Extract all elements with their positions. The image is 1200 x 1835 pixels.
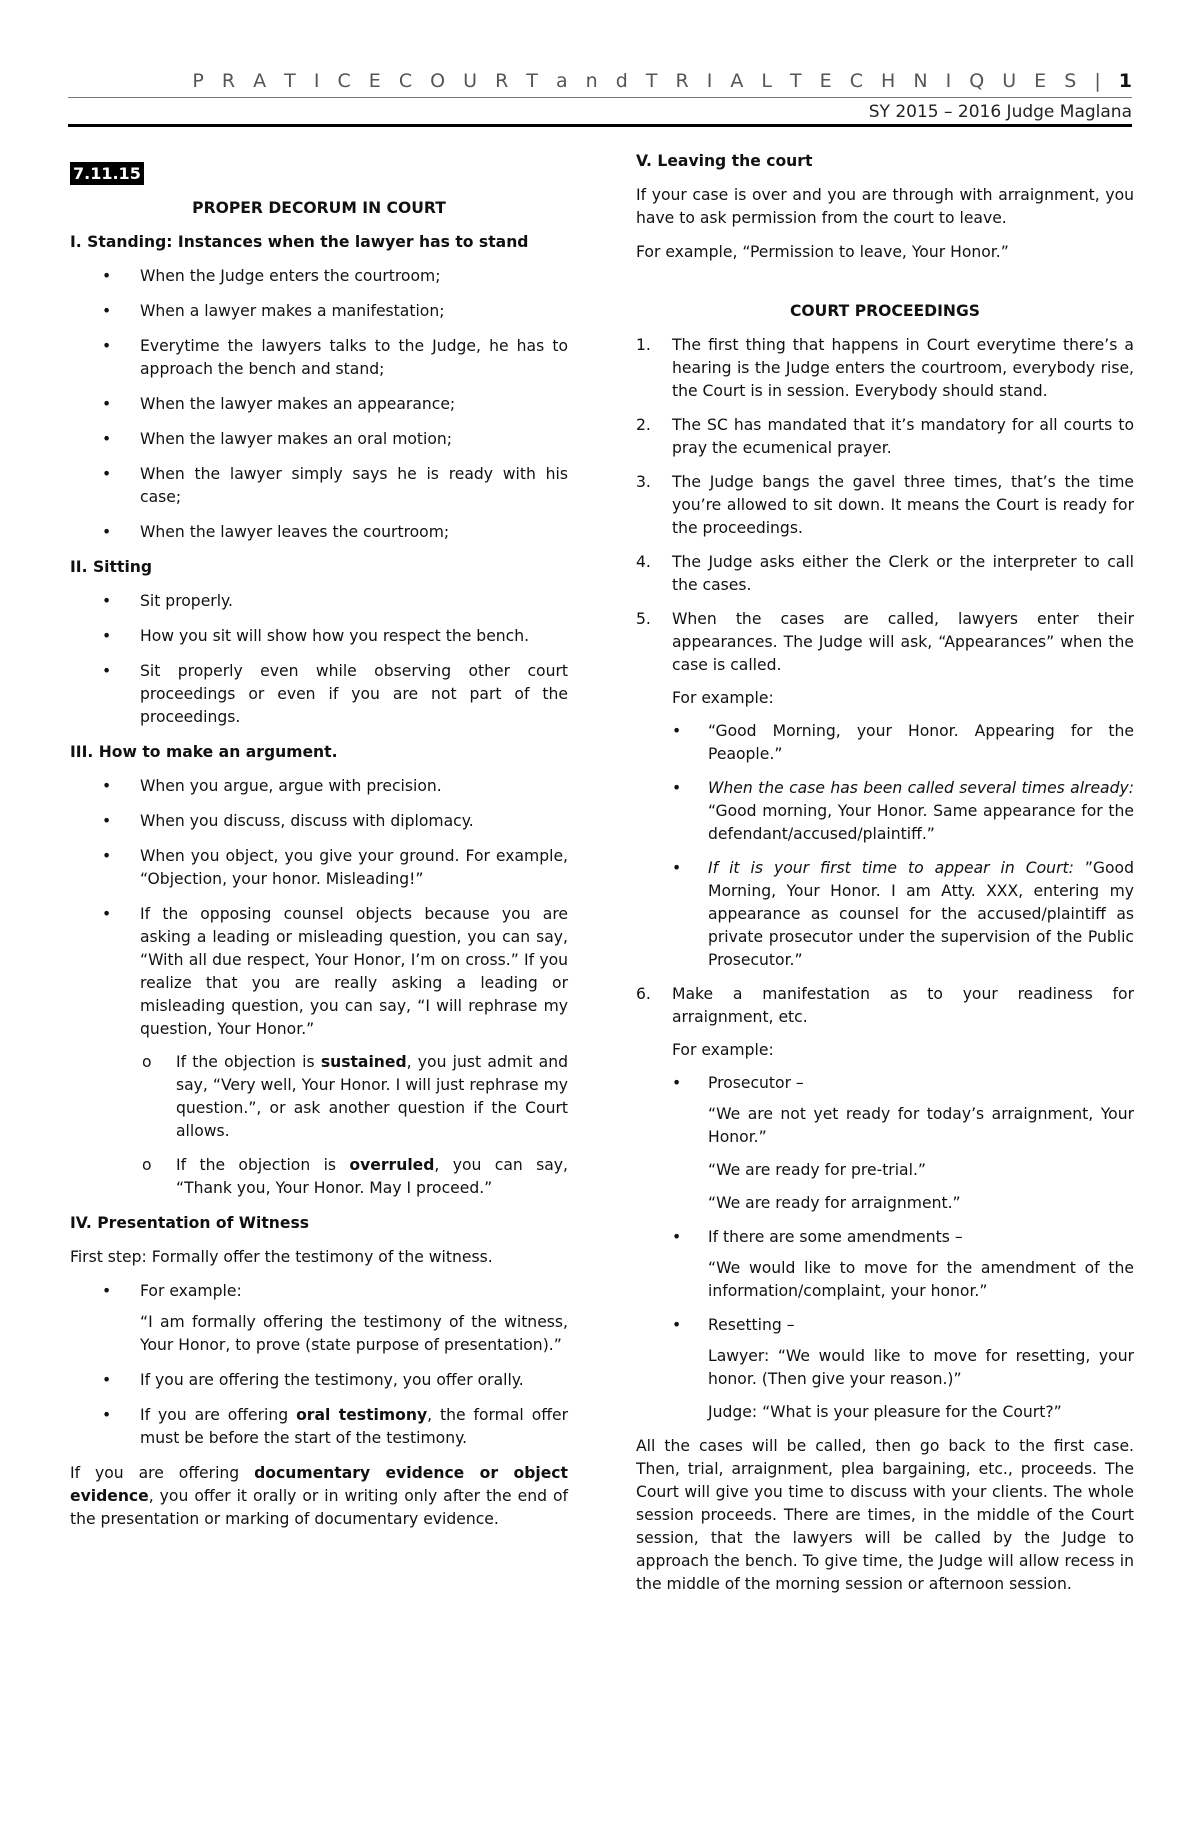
header-subtitle: SY 2015 – 2016 Judge Maglana — [868, 102, 1132, 122]
header-divider — [68, 97, 1132, 98]
example-label: For example: — [672, 689, 774, 707]
proceedings-list — [636, 334, 1134, 1424]
objection-sublist — [140, 1051, 568, 1200]
sub-list-item-sustained: o If the objection is sustained, you just admit and say, “Very well, Your Honor. I will just rephrase my question.”, or ask another question if the Court allows. — [142, 1051, 568, 1143]
heading-argument: III. How to make an argument. — [70, 743, 338, 761]
leaving-paragraph: If your case is over and you are through with arraignment, you have to ask permission from the court to leave. — [636, 186, 1134, 227]
left-column — [70, 150, 568, 1542]
quote: “We are ready for pre-trial.” — [708, 1161, 926, 1179]
sub-list-item-overruled: o If the objection is overruled, you can say, “Thank you, Your Honor. May I proceed.” — [142, 1154, 568, 1200]
quote: “We are ready for arraignment.” — [708, 1194, 961, 1212]
quote: Judge: “What is your pleasure for the Court?” — [708, 1403, 1062, 1421]
list-item: • If it is your first time to appear in Court: ”Good Morning, Your Honor. I am Atty. XXX, entering my appearance as counsel for the accused/plaintiff as private prosecutor under the supervision of the Public Prosecutor.” — [672, 857, 1134, 972]
list-item: • When the lawyer makes an appearance; — [70, 393, 568, 416]
heading-sitting: II. Sitting — [70, 558, 153, 576]
list-item: • For example: “I am formally offering the testimony of the witness, Your Honor, to prove (state purpose of presentation).” — [70, 1280, 568, 1357]
list-item: • When the lawyer simply says he is ready with his case; — [70, 463, 568, 509]
witness-outro: If you are offering documentary evidence or object evidence, you offer it orally or in writing only after the end of the presentation or marking of documentary evidence. — [70, 1464, 568, 1528]
sitting-list — [70, 590, 568, 729]
list-item: • Sit properly even while observing other court proceedings or even if you are not part of the proceedings. — [70, 660, 568, 729]
quote: “We would like to move for the amendment of the information/complaint, your honor.” — [708, 1259, 1134, 1300]
closing-paragraph: All the cases will be called, then go back to the first case. Then, trial, arraignment, plea bargaining, etc., proceeds. The Court will give you time to discuss with your clients. The whole session proceeds. There are times, in the middle of the Court session, that the lawyers will be called by the Judge to approach the bench. To give time, the Judge will allow recess in the middle of the morning session or afternoon session. — [636, 1437, 1134, 1593]
quote: Lawyer: “We would like to move for resetting, your honor. (Then give your reason.)” — [708, 1347, 1134, 1388]
list-item: • If the opposing counsel objects because you are asking a leading or misleading question, you can say, “With all due respect, Your Honor, I’m on cross.” If you realize that you are really asking a leading or misleading question, you can say, “I will rephrase my question, Your Honor.” o If the objection is sustained, you just admit and say, “Very well, Your Honor. I will just rephrase my question.”, or ask another question if the Court allows. o If the objection is overruled, you can say, “Thank you, Your Honor. May I proceed.” — [70, 903, 568, 1200]
list-item: 2. The SC has mandated that it’s mandatory for all courts to pray the ecumenical prayer. — [636, 416, 1134, 457]
right-column — [636, 150, 1134, 1607]
list-item: • When you object, you give your ground. For example, “Objection, your honor. Misleading!” — [70, 845, 568, 891]
list-item: • If you are offering the testimony, you offer orally. — [70, 1369, 568, 1392]
witness-intro: First step: Formally offer the testimony of the witness. — [70, 1248, 493, 1266]
section-title-decorum: PROPER DECORUM IN COURT — [192, 199, 446, 217]
list-item: • If you are offering oral testimony, the formal offer must be before the start of the testimony. — [70, 1404, 568, 1450]
list-item: • When you argue, argue with precision. — [70, 775, 568, 798]
header-rule — [68, 124, 1132, 127]
example-label: For example: — [672, 1041, 774, 1059]
list-item: • Prosecutor – “We are not yet ready for today’s arraignment, Your Honor.” “We are ready for pre-trial.” “We are ready for arraignment.” — [672, 1072, 1134, 1215]
witness-example-quote: “I am formally offering the testimony of the witness, Your Honor, to prove (state purpose of presentation).” — [140, 1313, 568, 1354]
date-badge: 7.11.15 — [70, 162, 144, 185]
list-item: • How you sit will show how you respect the bench. — [70, 625, 568, 648]
quote: “We are not yet ready for today’s arraignment, Your Honor.” — [708, 1105, 1134, 1146]
list-item: • If there are some amendments – “We would like to move for the amendment of the information/complaint, your honor.” — [672, 1226, 1134, 1303]
list-item: • When the lawyer leaves the courtroom; — [70, 521, 568, 544]
heading-witness: IV. Presentation of Witness — [70, 1214, 310, 1232]
argument-list — [70, 775, 568, 1200]
list-item: • When the case has been called several times already: “Good morning, Your Honor. Same appearance for the defendant/accused/plaintiff.” — [672, 777, 1134, 846]
appearance-examples — [672, 720, 1134, 972]
list-item: • When the lawyer makes an oral motion; — [70, 428, 568, 451]
list-item: • When the Judge enters the courtroom; — [70, 265, 568, 288]
list-item: 4. The Judge asks either the Clerk or the interpreter to call the cases. — [636, 553, 1134, 594]
witness-list — [70, 1280, 568, 1450]
list-item: • When a lawyer makes a manifestation; — [70, 300, 568, 323]
list-item: • Everytime the lawyers talks to the Judge, he has to approach the bench and stand; — [70, 335, 568, 381]
heading-standing: I. Standing: Instances when the lawyer has to stand — [70, 233, 529, 251]
list-item: • Sit properly. — [70, 590, 568, 613]
section-title-proceedings: COURT PROCEEDINGS — [789, 302, 980, 320]
list-item: • Resetting – Lawyer: “We would like to move for resetting, your honor. (Then give your reason.)” Judge: “What is your pleasure for the Court?” — [672, 1314, 1134, 1424]
list-item: 5. When the cases are called, lawyers enter their appearances. The Judge will ask, “Appearances” when the case is called. For example: • “Good Morning, your Honor. Appearing for the Peaople.” • When the case has been called several times already: “Good morning, Your Honor. Same appearance for the defendant/accused/plaintiff.” • If it is your first time to appear in Court: ”Good Morning, Your Honor. I am Atty. XXX, entering my appearance as counsel for the accused/plaintiff as private prosecutor under the supervision of the Public Prosecutor.” — [636, 608, 1134, 972]
standing-list — [70, 265, 568, 544]
heading-leaving: V. Leaving the court — [636, 152, 813, 170]
list-item: • “Good Morning, your Honor. Appearing for the Peaople.” — [672, 720, 1134, 766]
manifestation-examples — [672, 1072, 1134, 1424]
leaving-example: For example, “Permission to leave, Your Honor.” — [636, 243, 1009, 261]
list-item: • When you discuss, discuss with diplomacy. — [70, 810, 568, 833]
list-item: 6. Make a manifestation as to your readiness for arraignment, etc. For example: • Prosecutor – “We are not yet ready for today’s arraignment, Your Honor.” “We are ready for pre-trial.” “We are ready for arraignment.” • If there are some amendments – “We would like to move for the amendment of the information/complaint, your honor.” • Resetting – Lawyer: “We would like to move for resetting, your honor. (Then give your reason.)” Judge: “What is your pleasure for the Court?” — [636, 983, 1134, 1424]
header-title: P R A T I C E C O U R T a n d T R I A L T E C H N I Q U E S | 1 — [192, 70, 1132, 92]
list-item: 3. The Judge bangs the gavel three times, that’s the time you’re allowed to sit down. It means the Court is ready for the proceedings. — [636, 473, 1134, 537]
list-item: 1. The first thing that happens in Court everytime there’s a hearing is the Judge enters the courtroom, everybody rise, the Court is in session. Everybody should stand. — [636, 336, 1134, 400]
page-number: 1 — [1118, 70, 1132, 92]
